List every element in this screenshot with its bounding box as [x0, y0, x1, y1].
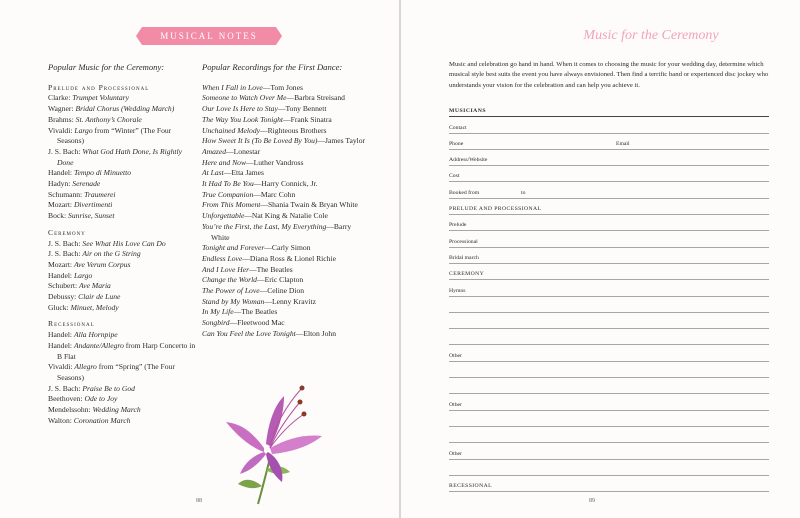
- piece-title: Ave Verum Corpus: [73, 259, 131, 269]
- first-dance-list: [202, 83, 367, 340]
- composer: Clarke:: [48, 93, 71, 103]
- piece-title: Ode to Joy: [84, 394, 118, 404]
- booked-to-label: to: [521, 189, 526, 196]
- artist: —Fleetwood Mac: [229, 318, 285, 328]
- composer: Schubert:: [48, 281, 78, 291]
- piece-title: See What His Love Can Do: [82, 238, 166, 248]
- booked-from-label: Booked from: [449, 189, 480, 196]
- song-title: At Last: [202, 168, 224, 178]
- song-title: In My Life: [202, 307, 234, 317]
- composer: Handel:: [48, 168, 73, 178]
- composer: Vivaldi:: [48, 125, 73, 135]
- composer: Bock:: [48, 211, 67, 221]
- processional-field[interactable]: [449, 231, 769, 247]
- recessional-header-row: [449, 476, 769, 492]
- song-title: Someone to Watch Over Me: [202, 93, 287, 103]
- piece-title: Air on the G String: [82, 249, 141, 259]
- musicians-header-row: [449, 101, 769, 117]
- page-number-left: 88: [196, 498, 202, 504]
- other-field[interactable]: [449, 443, 769, 459]
- ceremony-sections: [48, 83, 198, 427]
- composer: J. S. Bach:: [48, 146, 81, 156]
- email-label: Email: [616, 140, 630, 147]
- piece-title: Coronation March: [73, 415, 131, 425]
- music-item: [48, 341, 198, 362]
- piece-title: Trumpet Voluntary: [72, 93, 130, 103]
- song-title: When I Fall in Love: [202, 82, 263, 92]
- piece-title: Andante/Allegro: [73, 340, 124, 350]
- address-label: Address/Website: [449, 157, 488, 164]
- blank-line[interactable]: [449, 362, 769, 378]
- piece-title: Tempo di Minuetto: [73, 168, 132, 178]
- artist: —Etta James: [223, 168, 265, 178]
- composer: Brahms:: [48, 114, 74, 124]
- music-item: [48, 211, 198, 222]
- song-item: [202, 265, 367, 276]
- piece-extra: from “Winter” (The Four Seasons): [57, 125, 172, 146]
- song-item: [202, 275, 367, 286]
- phone-email-field[interactable]: [449, 134, 769, 150]
- song-item: [202, 190, 367, 201]
- music-item: [48, 147, 198, 168]
- song-item: [202, 93, 367, 104]
- composer: Walton:: [48, 415, 72, 425]
- section-title: Ceremony: [48, 227, 86, 237]
- music-item: [48, 104, 198, 115]
- song-item: [202, 329, 367, 340]
- music-item: [48, 168, 198, 179]
- music-item: [48, 416, 198, 427]
- song-title: From This Moment: [202, 200, 261, 210]
- music-item: [48, 93, 198, 104]
- song-title: Songbird: [202, 318, 230, 328]
- artist: —Righteous Brothers: [260, 125, 327, 135]
- piece-title: Wedding March: [92, 405, 141, 415]
- piece-title: Serenade: [72, 179, 101, 189]
- right-page: [401, 0, 800, 518]
- song-item: [202, 297, 367, 308]
- other-label: Other: [449, 450, 462, 457]
- prelude-processional-header: PRELUDE AND PROCESSIONAL: [449, 206, 542, 213]
- piece-title: Largo: [74, 125, 93, 135]
- composer: Hadyn:: [48, 179, 71, 189]
- left-page: [0, 0, 399, 518]
- music-item: [48, 303, 198, 314]
- processional-label: Processional: [449, 238, 478, 245]
- song-item: [202, 115, 367, 126]
- ceremony-header-row: [449, 264, 769, 280]
- music-ceremony-title: Music for the Ceremony: [583, 28, 719, 43]
- song-title: True Companion: [202, 189, 254, 199]
- artist: —The Beatles: [249, 264, 293, 274]
- composer: Mozart:: [48, 259, 73, 269]
- music-item: [48, 384, 198, 395]
- song-title: Unforgettable: [202, 211, 245, 221]
- song-title: Our Love Is Here to Stay: [202, 104, 278, 114]
- music-item: [48, 115, 198, 126]
- music-item: [48, 281, 198, 292]
- musicians-header: MUSICIANS: [449, 108, 487, 115]
- artist: —Lonestar: [226, 146, 261, 156]
- music-item: [48, 394, 198, 405]
- artist: —Barbra Streisand: [286, 93, 345, 103]
- artist: —James Taylor: [317, 136, 366, 146]
- piece-extra: from Harp Concerto in B Flat: [57, 340, 196, 361]
- song-title: And I Love Her: [202, 264, 250, 274]
- music-item: [48, 200, 198, 211]
- page-number-right: 89: [589, 498, 595, 504]
- composer: Schumann:: [48, 189, 83, 199]
- artist: —Elton John: [295, 328, 337, 338]
- first-dance-heading: Popular Recordings for the First Dance:: [202, 62, 343, 72]
- contact-field[interactable]: [449, 117, 769, 133]
- music-item: [48, 330, 198, 341]
- composer: J. S. Bach:: [48, 238, 81, 248]
- other-label: Other: [449, 401, 462, 408]
- first-dance-column: [202, 62, 367, 340]
- music-item: [48, 292, 198, 303]
- hymns-field[interactable]: [449, 280, 769, 296]
- section-title: Prelude and Processional: [48, 82, 150, 92]
- piece-title: Clair de Lune: [78, 292, 121, 302]
- prelude-label: Prelude: [449, 222, 467, 229]
- music-item: [48, 249, 198, 260]
- phone-label: Phone: [449, 140, 464, 147]
- artist: —Harry Connick, Jr.: [253, 179, 318, 189]
- composer: Gluck:: [48, 302, 69, 312]
- contact-label: Contact: [449, 124, 467, 131]
- piece-title: Alla Hornpipe: [73, 330, 118, 340]
- blank-line[interactable]: [449, 460, 769, 476]
- composer: Handel:: [48, 270, 73, 280]
- composer: J. S. Bach:: [48, 249, 81, 259]
- composer: Vivaldi:: [48, 362, 73, 372]
- song-item: [202, 286, 367, 297]
- song-item: [202, 126, 367, 137]
- song-title: Change the World: [202, 275, 257, 285]
- composer: Wagner:: [48, 104, 74, 114]
- song-item: [202, 158, 367, 169]
- song-title: It Had To Be You: [202, 179, 254, 189]
- piece-title: Praise Be to God: [82, 383, 135, 393]
- lily-illustration: [222, 378, 328, 506]
- artist: —Barry White: [211, 221, 352, 242]
- artist: —Luther Vandross: [246, 157, 304, 167]
- artist: —Lenny Kravitz: [264, 296, 317, 306]
- blank-line[interactable]: [449, 427, 769, 443]
- song-item: [202, 222, 367, 243]
- song-item: [202, 104, 367, 115]
- ceremony-header: CEREMONY: [449, 271, 485, 278]
- song-item: [202, 200, 367, 211]
- song-item: [202, 254, 367, 265]
- artist: —Frank Sinatra: [283, 114, 332, 124]
- song-title: You’re the First, the Last, My Everything: [202, 221, 327, 231]
- song-title: Unchained Melody: [202, 125, 260, 135]
- section-title: Recessional: [48, 319, 95, 329]
- ceremony-music-column: [48, 62, 198, 427]
- piece-title: Bridal Chorus (Wedding March): [75, 104, 175, 114]
- hymns-label: Hymns: [449, 287, 466, 294]
- ceremony-music-heading: Popular Music for the Ceremony:: [48, 62, 165, 72]
- music-item: [48, 405, 198, 416]
- blank-line[interactable]: [449, 378, 769, 394]
- artist: —Diana Ross & Lionel Richie: [242, 253, 336, 263]
- composer: Handel:: [48, 340, 73, 350]
- song-title: Tonight and Forever: [202, 243, 265, 253]
- song-item: [202, 243, 367, 254]
- intro-paragraph: Music and celebration go hand in hand. When it comes to choosing the music for your wedding day, determine which musical style best suits the event you have always envisioned. Then find a terrific band or experienced disc jockey who understands your vision for the celebration and can help you achieve it.: [449, 61, 769, 89]
- piece-title: Ave Maria: [79, 281, 111, 291]
- song-item: [202, 136, 367, 147]
- music-item: [48, 179, 198, 190]
- music-item: [48, 260, 198, 271]
- song-item: [202, 179, 367, 190]
- piece-extra: from “Spring” (The Four Seasons): [57, 362, 175, 382]
- song-item: [202, 168, 367, 179]
- prelude-field[interactable]: [449, 215, 769, 231]
- piece-title: Allegro: [74, 362, 97, 372]
- blank-line[interactable]: [449, 297, 769, 313]
- song-item: [202, 211, 367, 222]
- piece-title: What God Hath Done, Is Rightly Done: [57, 146, 182, 167]
- piece-title: Minuet, Melody: [70, 302, 119, 312]
- cost-field[interactable]: [449, 166, 769, 182]
- song-title: The Way You Look Tonight: [202, 114, 284, 124]
- other-field[interactable]: [449, 345, 769, 361]
- song-title: Amazed: [202, 146, 227, 156]
- artist: —Shania Twain & Bryan White: [260, 200, 358, 210]
- recessional-header: RECESSIONAL: [449, 483, 492, 490]
- artist: —Eric Clapton: [256, 275, 304, 285]
- piece-title: Sunrise, Sunset: [68, 211, 115, 221]
- music-item: [48, 239, 198, 250]
- composer: Handel:: [48, 330, 73, 340]
- cost-label: Cost: [449, 173, 460, 180]
- other-label: Other: [449, 352, 462, 359]
- booked-field[interactable]: [449, 182, 769, 198]
- composer: J. S. Bach:: [48, 383, 81, 393]
- song-title: Endless Love: [202, 253, 243, 263]
- artist: —The Beatles: [233, 307, 278, 317]
- bridal-march-field[interactable]: [449, 248, 769, 264]
- artist: —Marc Cohn: [253, 189, 296, 199]
- piece-title: Traumerei: [84, 189, 116, 199]
- song-title: Here and Now: [202, 157, 247, 167]
- piece-title: Divertimenti: [73, 200, 113, 210]
- piece-title: St. Anthony’s Chorale: [75, 114, 142, 124]
- artist: —Tony Bennett: [277, 104, 327, 114]
- composer: Beethoven:: [48, 394, 83, 404]
- blank-line[interactable]: [449, 329, 769, 345]
- song-item: [202, 147, 367, 158]
- music-item: [48, 190, 198, 201]
- song-title: Can You Feel the Love Tonight: [202, 328, 296, 338]
- artist: —Tom Jones: [262, 82, 303, 92]
- song-item: [202, 83, 367, 94]
- music-item: [48, 126, 198, 147]
- blank-line[interactable]: [449, 411, 769, 427]
- song-item: [202, 307, 367, 318]
- music-item: [48, 271, 198, 282]
- song-title: The Power of Love: [202, 286, 260, 296]
- composer: Mozart:: [48, 200, 73, 210]
- piece-title: Largo: [73, 270, 93, 280]
- bridal-march-label: Bridal march: [449, 254, 479, 261]
- composer: Debussy:: [48, 292, 77, 302]
- composer: Mendelssohn:: [48, 405, 91, 415]
- address-field[interactable]: [449, 150, 769, 166]
- artist: —Carly Simon: [264, 243, 311, 253]
- artist: —Nat King & Natalie Cole: [244, 211, 328, 221]
- song-title: How Sweet It Is (To Be Loved By You): [202, 136, 318, 146]
- blank-line[interactable]: [449, 313, 769, 329]
- music-planning-form: [449, 101, 769, 492]
- musical-notes-banner: MUSICAL NOTES: [142, 27, 276, 45]
- artist: —Celine Dion: [259, 286, 305, 296]
- other-field[interactable]: [449, 394, 769, 410]
- prelude-processional-header-row: [449, 199, 769, 215]
- song-title: Stand by My Woman: [202, 296, 265, 306]
- music-item: [48, 362, 198, 383]
- song-item: [202, 318, 367, 329]
